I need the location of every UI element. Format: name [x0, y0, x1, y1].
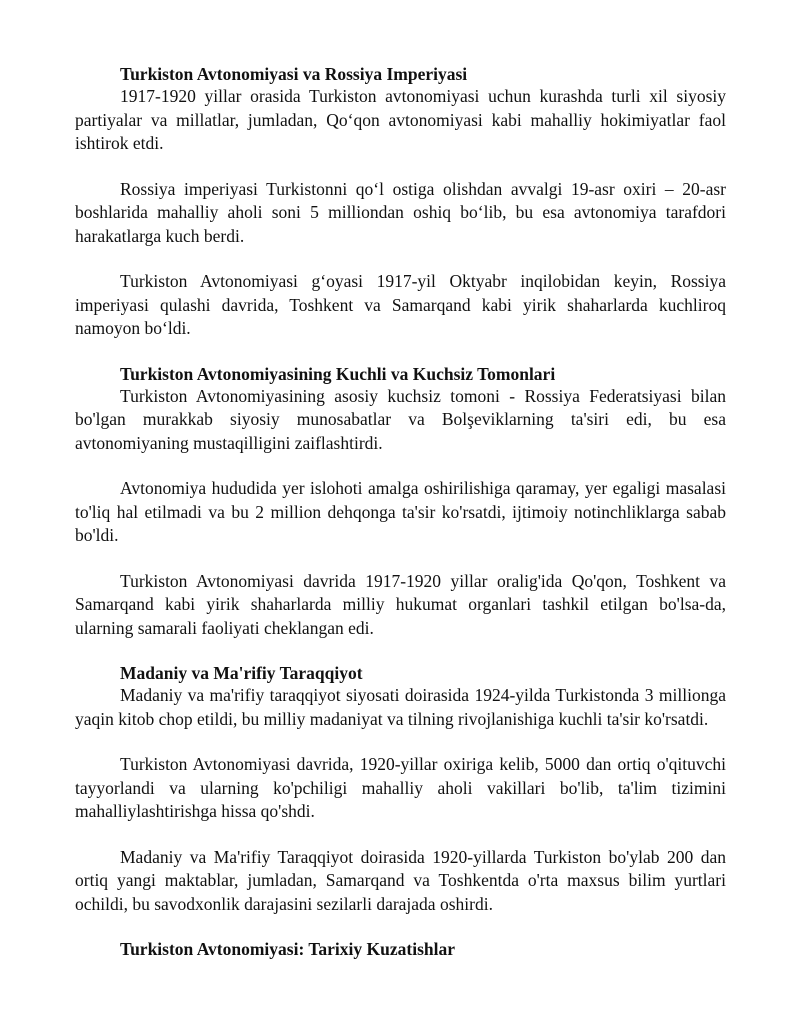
section-cultural-progress [75, 662, 726, 916]
paragraph: 1917-1920 yillar orasida Turkiston avtonomiyasi uchun kurashda turli xil siyosiy partiyalar va millatlar, jumladan, Qo‘qon avtonomiyasi kabi mahalliy hokimiyatlar faol ishtirok etdi. [75, 86, 726, 153]
section-heading: Turkiston Avtonomiyasi va Rossiya Imperiyasi [120, 64, 468, 84]
section-autonomy-and-empire [75, 63, 726, 341]
paragraph: Madaniy va ma'rifiy taraqqiyot siyosati doirasida 1924-yilda Turkistonda 3 millionga yaqin kitob chop etildi, bu milliy madaniyat va tilning rivojlanishiga kuchli ta'sir ko'rsatdi. [75, 685, 726, 729]
paragraph: Turkiston Avtonomiyasi davrida, 1920-yillar oxiriga kelib, 5000 dan ortiq o'qituvchi tayyorlandi va ularning ko'pchiligi mahalliy aholi vakillari bo'lib, ta'lim tizimini mahalliylashtirishga hissa qo'shdi. [75, 754, 726, 821]
section-strengths-weaknesses [75, 363, 726, 641]
paragraph: Turkiston Avtonomiyasining asosiy kuchsiz tomoni - Rossiya Federatsiyasi bilan bo'lgan murakkab siyosiy munosabatlar va Bolşeviklarning ta'siri edi, bu esa avtonomiyaning mustaqilligini zaiflashtirdi. [75, 385, 726, 453]
paragraph: Avtonomiya hududida yer islohoti amalga oshirilishiga qaramay, yer egaligi masalasi to'liq hal etilmadi va bu 2 million dehqonga ta'sir ko'rsatdi, ijtimoiy notinchliklarga sabab bo'ldi. [75, 478, 726, 545]
section-heading: Turkiston Avtonomiyasining Kuchli va Kuchsiz Tomonlari [120, 363, 556, 384]
paragraph: Rossiya imperiyasi Turkistonni qo‘l ostiga olishdan avvalgi 19-asr oxiri – 20-asr boshlarida mahalliy aholi soni 5 milliondan oshiq bo‘lib, bu esa avtonomiya tarafdori harakatlarga kuch berdi. [75, 178, 726, 246]
section-historical-observations [75, 938, 726, 960]
paragraph: Turkiston Avtonomiyasi davrida 1917-1920 yillar oralig'ida Qo'qon, Toshkent va Samarqand kabi yirik shaharlarda milliy hukumat organlari tashkil etilgan bo'lsa-da, ularning samarali faoliyati cheklangan edi. [75, 570, 726, 638]
section-heading: Turkiston Avtonomiyasi: Tarixiy Kuzatishlar [120, 939, 455, 959]
paragraph: Turkiston Avtonomiyasi g‘oyasi 1917-yil Oktyabr inqilobidan keyin, Rossiya imperiyasi qulashi davrida, Toshkent va Samarqand kabi yirik shaharlarda kuchliroq namoyon bo‘ldi. [75, 271, 726, 338]
section-heading: Madaniy va Ma'rifiy Taraqqiyot [120, 663, 363, 683]
document-page [75, 63, 726, 960]
paragraph: Madaniy va Ma'rifiy Taraqqiyot doirasida 1920-yillarda Turkiston bo'ylab 200 dan ortiq yangi maktablar, jumladan, Samarqand va Toshkentda o'rta maxsus bilim yurtlari ochildi, bu savodxonlik darajasini sezilarli darajada oshirdi. [75, 846, 726, 914]
